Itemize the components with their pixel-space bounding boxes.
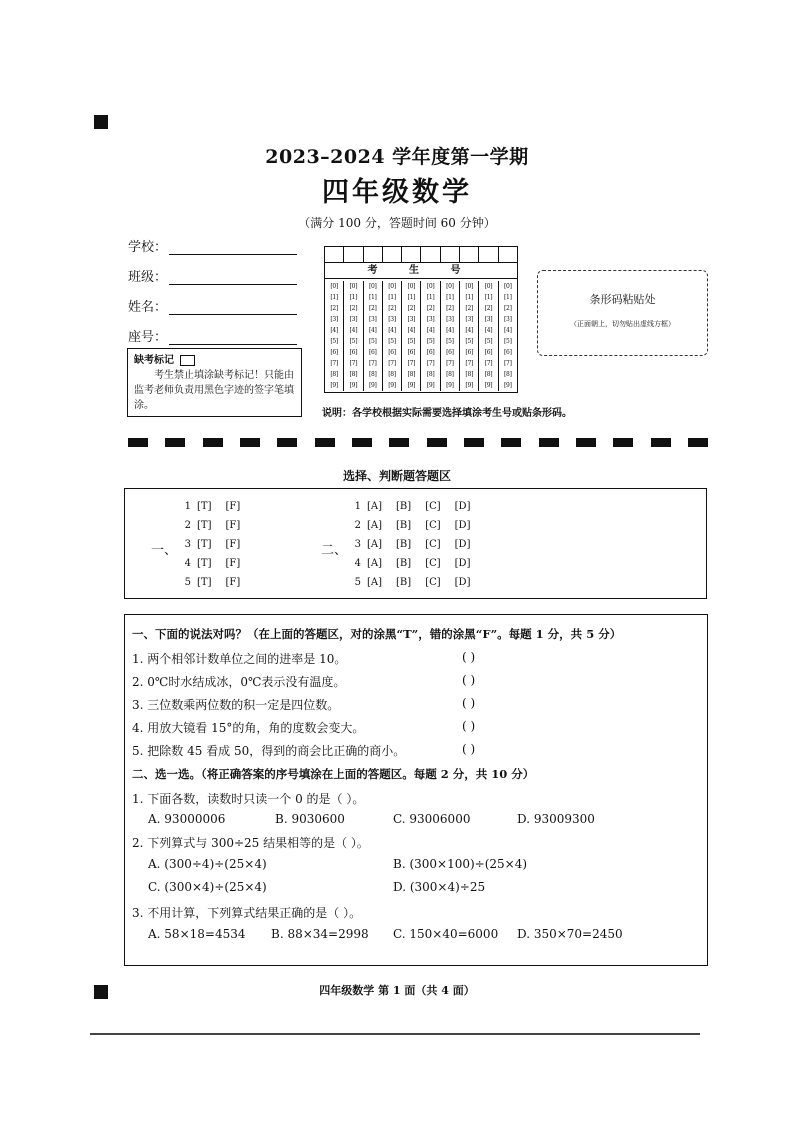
digit-bubble[interactable]: [1] (446, 294, 454, 301)
name-label: 姓名： (128, 300, 168, 315)
digit-bubble[interactable]: [7] (349, 360, 358, 367)
question-2-2-choice-a: A. (300÷4)÷(25×4) (148, 857, 267, 871)
class-line[interactable] (169, 270, 297, 285)
digit-bubble[interactable]: [7] (368, 360, 377, 367)
exam-id-column[interactable] (499, 281, 517, 391)
digit-bubble[interactable]: [4] (388, 327, 396, 334)
exam-id-column[interactable] (460, 281, 479, 391)
digit-bubble[interactable]: [5] (407, 338, 416, 345)
question-2-2-choice-b: B. (300×100)÷(25×4) (393, 857, 528, 871)
digit-bubble[interactable]: [2] (426, 305, 435, 312)
digit-bubble[interactable]: [2] (349, 305, 358, 312)
digit-bubble[interactable]: [5] (426, 338, 435, 345)
exam-id-column[interactable] (402, 281, 421, 391)
answer-paren: ( ) (462, 742, 476, 756)
question-2-1-choice-b: B. 9030600 (275, 812, 345, 826)
digit-bubble[interactable]: [5] (484, 338, 493, 345)
digit-bubble[interactable]: [3] (349, 316, 358, 323)
mc-row (351, 558, 484, 577)
exam-subtitle: （满分 100 分，答题时间 60 分钟） (298, 216, 496, 230)
digit-bubble[interactable]: [6] (426, 349, 435, 356)
digit-bubble[interactable]: [8] (426, 371, 435, 378)
option-bubble[interactable]: [F] (225, 501, 241, 512)
option-bubble[interactable]: [D] (454, 539, 471, 550)
digit-bubble[interactable]: [6] (330, 349, 338, 356)
answer-paren: ( ) (462, 719, 476, 733)
digit-bubble[interactable]: [6] (407, 349, 416, 356)
absent-mark-box (127, 348, 302, 417)
question-2-2-choice-c: C. (300×4)÷(25×4) (148, 880, 267, 894)
digit-bubble[interactable]: [2] (504, 305, 512, 312)
digit-bubble[interactable]: [4] (330, 327, 338, 334)
question-2-1-choice-a: A. 93000006 (148, 812, 226, 826)
scan-edge-line (90, 1033, 700, 1035)
option-bubble[interactable]: [C] (425, 577, 441, 588)
digit-bubble[interactable]: [9] (368, 382, 377, 389)
digit-bubble[interactable]: [0] (407, 283, 416, 290)
digit-bubble[interactable]: [5] (368, 338, 377, 345)
answer-bubble-area (124, 488, 707, 599)
section1-heading: 一、下面的说法对吗？（在上面的答题区，对的涂黑“T”，错的涂黑“F”。每题 1 分，共 5 分） (132, 627, 622, 641)
true-false-bubbles[interactable] (181, 501, 254, 596)
digit-bubble[interactable]: [0] (330, 283, 338, 290)
digit-bubble[interactable]: [5] (446, 338, 454, 345)
digit-bubble[interactable]: [5] (465, 338, 474, 345)
school-field[interactable] (128, 236, 297, 255)
digit-bubble[interactable]: [6] (504, 349, 512, 356)
seat-label: 座号： (128, 330, 168, 345)
digit-bubble[interactable]: [1] (426, 294, 435, 301)
digit-bubble[interactable]: [1] (330, 294, 338, 301)
digit-bubble[interactable]: [4] (446, 327, 454, 334)
digit-bubble[interactable]: [2] (368, 305, 377, 312)
option-bubble[interactable]: [D] (454, 520, 471, 531)
option-bubble[interactable]: [A] (367, 558, 383, 569)
exam-id-column[interactable] (479, 281, 498, 391)
name-line[interactable] (169, 300, 297, 315)
name-field[interactable] (128, 296, 297, 315)
absent-note: 考生禁止填涂缺考标记！只能由监考老师负责用黑色字迹的签字笔填涂。 (134, 370, 294, 411)
option-bubble[interactable]: [A] (367, 520, 383, 531)
digit-bubble[interactable]: [2] (446, 305, 454, 312)
option-bubble[interactable]: [D] (454, 501, 471, 512)
question-1-5: 5. 把除数 45 看成 50，得到的商会比正确的商小。 (132, 744, 406, 758)
digit-bubble[interactable]: [0] (465, 283, 474, 290)
option-bubble[interactable]: [T] (197, 501, 212, 512)
option-bubble[interactable]: [F] (225, 539, 241, 550)
question-number: 1 (354, 501, 361, 512)
option-bubble[interactable]: [T] (197, 539, 212, 550)
option-bubble[interactable]: [C] (425, 520, 441, 531)
instruction-note: 说明：各学校根据实际需要选择填涂考生号或贴条形码。 (322, 408, 572, 419)
digit-bubble[interactable]: [7] (504, 360, 512, 367)
answer-paren: ( ) (462, 696, 476, 710)
question-2-3-stem: 3. 不用计算，下列算式结果正确的是（ ）。 (132, 906, 362, 920)
digit-bubble[interactable]: [3] (407, 316, 416, 323)
section2-heading: 二、选一选。（将正确答案的序号填涂在上面的答题区。每题 2 分，共 10 分） (132, 767, 535, 781)
registration-mark-top-left (94, 115, 108, 129)
option-bubble[interactable]: [C] (425, 501, 441, 512)
digit-bubble[interactable]: [1] (465, 294, 474, 301)
subject-title: 四年级数学 (322, 177, 472, 208)
digit-bubble[interactable]: [7] (388, 360, 396, 367)
digit-bubble[interactable]: [2] (484, 305, 493, 312)
option-bubble[interactable]: [B] (396, 501, 412, 512)
option-bubble[interactable]: [T] (197, 520, 212, 531)
digit-bubble[interactable]: [8] (465, 371, 474, 378)
digit-bubble[interactable]: [8] (446, 371, 454, 378)
digit-bubble[interactable]: [9] (407, 382, 416, 389)
option-bubble[interactable]: [D] (454, 558, 471, 569)
dashed-separator (128, 438, 708, 448)
question-number: 5 (184, 577, 191, 588)
tf-row (181, 520, 254, 539)
digit-bubble[interactable]: [9] (330, 382, 338, 389)
question-number: 4 (184, 558, 191, 569)
digit-bubble[interactable]: [9] (426, 382, 435, 389)
school-line[interactable] (169, 240, 297, 255)
exam-id-column[interactable] (344, 281, 363, 391)
digit-bubble[interactable]: [0] (349, 283, 358, 290)
option-bubble[interactable]: [F] (225, 577, 241, 588)
digit-bubble[interactable]: [7] (330, 360, 338, 367)
digit-bubble[interactable]: [5] (388, 338, 396, 345)
answer-paren: ( ) (462, 650, 476, 664)
page-footer: 四年级数学 第 1 面（共 4 面） (319, 984, 475, 997)
question-number: 3 (354, 539, 361, 550)
exam-id-label: 考 生 号 (325, 263, 517, 279)
question-1-3: 3. 三位数乘两位数的积一定是四位数。 (132, 698, 340, 712)
part1-label: 一、 (151, 543, 178, 558)
tf-row (181, 558, 254, 577)
option-bubble[interactable]: [T] (197, 558, 212, 569)
mc-row (351, 577, 484, 596)
digit-bubble[interactable]: [1] (407, 294, 416, 301)
exam-id-column[interactable] (325, 281, 344, 391)
answer-area-title: 选择、判断题答题区 (342, 469, 451, 483)
question-1-2: 2. 0℃时水结成冰，0℃表示没有温度。 (132, 675, 346, 689)
question-2-2-choice-d: D. (300×4)÷25 (393, 880, 486, 894)
digit-bubble[interactable]: [8] (484, 371, 493, 378)
exam-id-column[interactable] (421, 281, 440, 391)
answer-paren: ( ) (462, 673, 476, 687)
school-label: 学校： (128, 240, 168, 255)
digit-bubble[interactable]: [9] (504, 382, 512, 389)
question-number: 5 (354, 577, 361, 588)
digit-bubble[interactable]: [1] (349, 294, 358, 301)
question-number: 4 (354, 558, 361, 569)
digit-bubble[interactable]: [9] (446, 382, 454, 389)
digit-bubble[interactable]: [4] (465, 327, 474, 334)
option-bubble[interactable]: [B] (396, 577, 412, 588)
exam-id-write-boxes[interactable] (325, 247, 517, 263)
digit-bubble[interactable]: [5] (349, 338, 358, 345)
digit-bubble[interactable]: [9] (388, 382, 396, 389)
option-bubble[interactable]: [C] (425, 558, 441, 569)
digit-bubble[interactable]: [6] (349, 349, 358, 356)
digit-bubble[interactable]: [3] (330, 316, 338, 323)
digit-bubble[interactable]: [5] (330, 338, 338, 345)
question-1-4: 4. 用放大镜看 15°的角，角的度数会变大。 (132, 721, 365, 735)
digit-bubble[interactable]: [3] (484, 316, 493, 323)
digit-bubble[interactable]: [7] (484, 360, 493, 367)
digit-bubble[interactable]: [8] (349, 371, 358, 378)
option-bubble[interactable]: [A] (367, 577, 383, 588)
digit-bubble[interactable]: [9] (349, 382, 358, 389)
digit-bubble[interactable]: [4] (504, 327, 512, 334)
class-label: 班级： (128, 270, 168, 285)
seat-line[interactable] (169, 330, 297, 345)
question-2-1-choice-c: C. 93006000 (393, 812, 471, 826)
digit-bubble[interactable]: [8] (504, 371, 512, 378)
absent-checkbox[interactable] (180, 355, 195, 366)
digit-bubble[interactable]: [9] (465, 382, 474, 389)
digit-bubble[interactable]: [7] (407, 360, 416, 367)
digit-bubble[interactable]: [6] (465, 349, 474, 356)
digit-bubble[interactable]: [1] (504, 294, 512, 301)
digit-bubble[interactable]: [6] (388, 349, 396, 356)
digit-bubble[interactable]: [3] (504, 316, 512, 323)
exam-id-column[interactable] (383, 281, 402, 391)
digit-bubble[interactable]: [4] (484, 327, 493, 334)
option-bubble[interactable]: [F] (225, 558, 241, 569)
digit-bubble[interactable]: [8] (388, 371, 396, 378)
question-2-1-stem: 1. 下面各数，读数时只读一个 0 的是（ ）。 (132, 792, 365, 806)
option-bubble[interactable]: [B] (396, 520, 412, 531)
digit-bubble[interactable]: [7] (426, 360, 435, 367)
option-bubble[interactable]: [D] (454, 577, 471, 588)
mc-row (351, 520, 484, 539)
digit-bubble[interactable]: [4] (426, 327, 435, 334)
barcode-area (537, 270, 708, 356)
digit-bubble[interactable]: [2] (465, 305, 474, 312)
question-2-1-choice-d: D. 93009300 (517, 812, 595, 826)
digit-bubble[interactable]: [6] (368, 349, 377, 356)
digit-bubble[interactable]: [0] (368, 283, 377, 290)
question-number: 3 (184, 539, 191, 550)
absent-label: 缺考标记 (134, 355, 174, 366)
question-2-3-choice-a: A. 58×18=4534 (148, 927, 246, 941)
digit-bubble[interactable]: [1] (484, 294, 493, 301)
digit-bubble[interactable]: [2] (330, 305, 338, 312)
question-1-1: 1. 两个相邻计数单位之间的进率是 10。 (132, 652, 347, 666)
option-bubble[interactable]: [B] (396, 558, 412, 569)
digit-bubble[interactable]: [3] (388, 316, 396, 323)
exam-id-column[interactable] (364, 281, 383, 391)
digit-bubble[interactable]: [1] (388, 294, 396, 301)
question-2-3-choice-c: C. 150×40=6000 (393, 927, 499, 941)
digit-bubble[interactable]: [3] (465, 316, 474, 323)
digit-bubble[interactable]: [9] (484, 382, 493, 389)
mc-row (351, 539, 484, 558)
digit-bubble[interactable]: [2] (407, 305, 416, 312)
tf-row (181, 501, 254, 520)
tf-row (181, 539, 254, 558)
part2-label: 二、 (321, 543, 348, 558)
digit-bubble[interactable]: [0] (504, 283, 512, 290)
digit-bubble[interactable]: [4] (349, 327, 358, 334)
question-2-3-choice-d: D. 350×70=2450 (517, 927, 623, 941)
digit-bubble[interactable]: [3] (446, 316, 454, 323)
digit-bubble[interactable]: [3] (368, 316, 377, 323)
digit-bubble[interactable]: [1] (368, 294, 377, 301)
seat-field[interactable] (128, 326, 297, 345)
question-number: 2 (184, 520, 191, 531)
digit-bubble[interactable]: [4] (368, 327, 377, 334)
digit-bubble[interactable]: [0] (388, 283, 396, 290)
digit-bubble[interactable]: [4] (407, 327, 416, 334)
option-bubble[interactable]: [A] (367, 539, 383, 550)
digit-bubble[interactable]: [7] (465, 360, 474, 367)
question-2-2-stem: 2. 下列算式与 300÷25 结果相等的是（ ）。 (132, 836, 369, 850)
year-title: 2023–2024 学年度第一学期 (265, 146, 529, 168)
digit-bubble[interactable]: [2] (388, 305, 396, 312)
digit-bubble[interactable]: [0] (446, 283, 454, 290)
option-bubble[interactable]: [F] (225, 520, 241, 531)
exam-id-column[interactable] (441, 281, 460, 391)
question-2-3-choice-b: B. 88×34=2998 (271, 927, 369, 941)
class-field[interactable] (128, 266, 297, 285)
exam-id-bubbles[interactable] (325, 279, 517, 392)
digit-bubble[interactable]: [8] (368, 371, 377, 378)
multiple-choice-bubbles[interactable] (351, 501, 484, 596)
option-bubble[interactable]: [C] (425, 539, 441, 550)
option-bubble[interactable]: [A] (367, 501, 383, 512)
option-bubble[interactable]: [T] (197, 577, 212, 588)
digit-bubble[interactable]: [8] (407, 371, 416, 378)
tf-row (181, 577, 254, 596)
digit-bubble[interactable]: [6] (484, 349, 493, 356)
mc-row (351, 501, 484, 520)
digit-bubble[interactable]: [3] (426, 316, 435, 323)
question-number: 2 (354, 520, 361, 531)
digit-bubble[interactable]: [8] (330, 371, 338, 378)
digit-bubble[interactable]: [0] (426, 283, 435, 290)
digit-bubble[interactable]: [5] (504, 338, 512, 345)
digit-bubble[interactable]: [7] (446, 360, 454, 367)
digit-bubble[interactable]: [0] (484, 283, 493, 290)
question-number: 1 (184, 501, 191, 512)
digit-bubble[interactable]: [6] (446, 349, 454, 356)
exam-id-grid (324, 246, 518, 393)
option-bubble[interactable]: [B] (396, 539, 412, 550)
barcode-label: 条形码粘贴处 (589, 293, 656, 306)
barcode-hint: （正面朝上，切勿贴出虚线方框） (570, 320, 675, 328)
